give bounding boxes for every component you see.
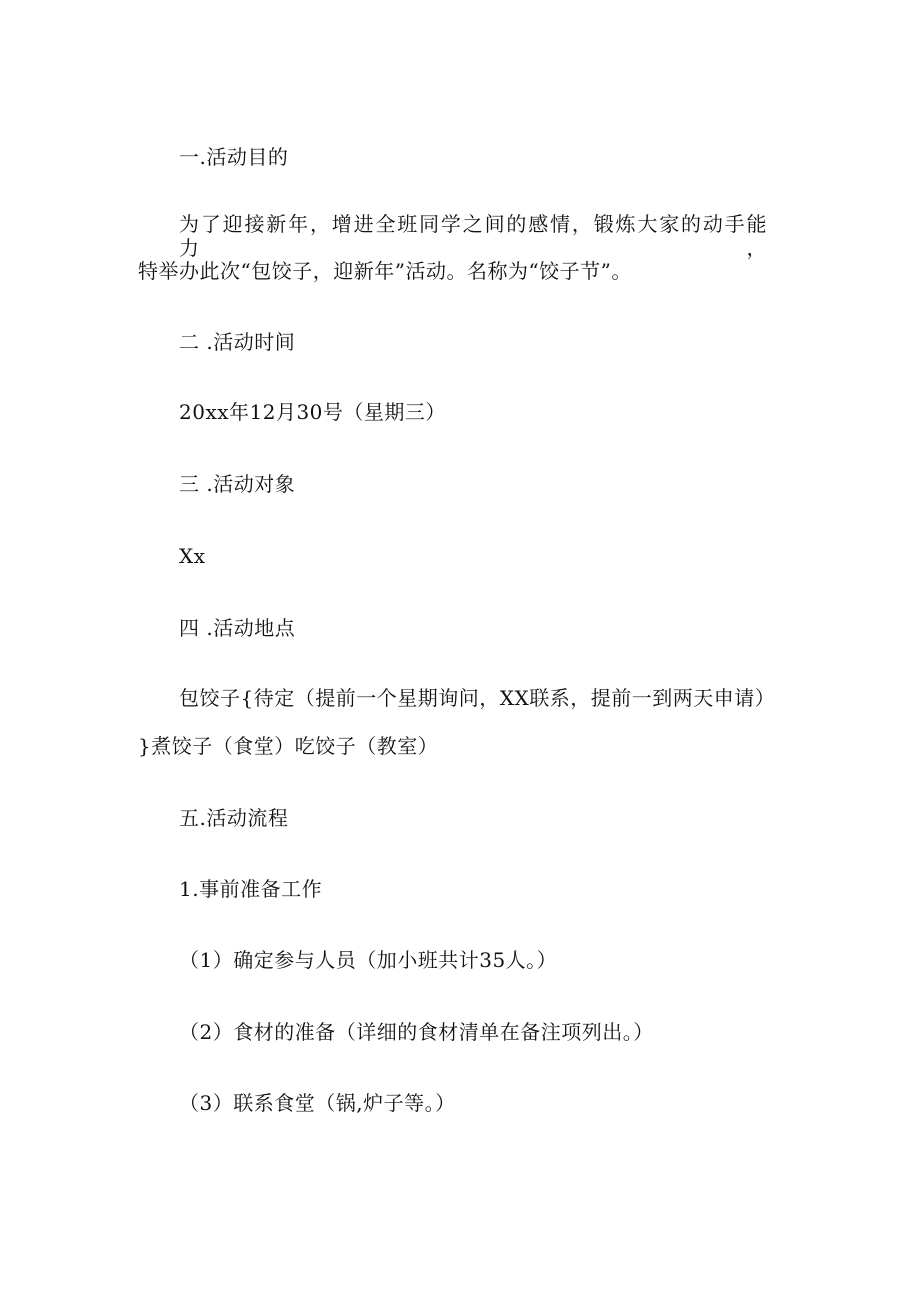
location-text-line-1: 包饺子{待定（提前一个星期询问，XX联系，提前一到两天申请） <box>179 686 776 710</box>
purpose-paragraph-line-1: 为了迎接新年，增进全班同学之间的感情，锻炼大家的动手能力， <box>179 212 767 260</box>
preparation-item: （3）联系食堂（锅,炉子等。） <box>179 1091 456 1115</box>
section-heading-location: 四 .活动地点 <box>179 616 296 640</box>
activity-audience-text: Xx <box>179 544 206 568</box>
process-subheading-preparation: 1.事前准备工作 <box>179 877 323 901</box>
activity-time-text: 20xx年12月30号（星期三） <box>179 400 446 424</box>
location-text-line-2: }煮饺子（食堂）吃饺子（教室） <box>138 734 439 758</box>
section-heading-process: 五.活动流程 <box>179 806 289 830</box>
section-heading-audience: 三 .活动对象 <box>179 472 296 496</box>
preparation-item: （1）确定参与人员（加小班共计35人。） <box>179 948 558 972</box>
section-heading-purpose: 一.活动目的 <box>179 145 289 169</box>
purpose-paragraph-line-2: 特举办此次“包饺子，迎新年”活动。名称为“饺子节”。 <box>138 259 632 283</box>
section-heading-time: 二 .活动时间 <box>179 330 296 354</box>
preparation-item: （2）食材的准备（详细的食材清单在备注项列出。） <box>179 1020 654 1044</box>
